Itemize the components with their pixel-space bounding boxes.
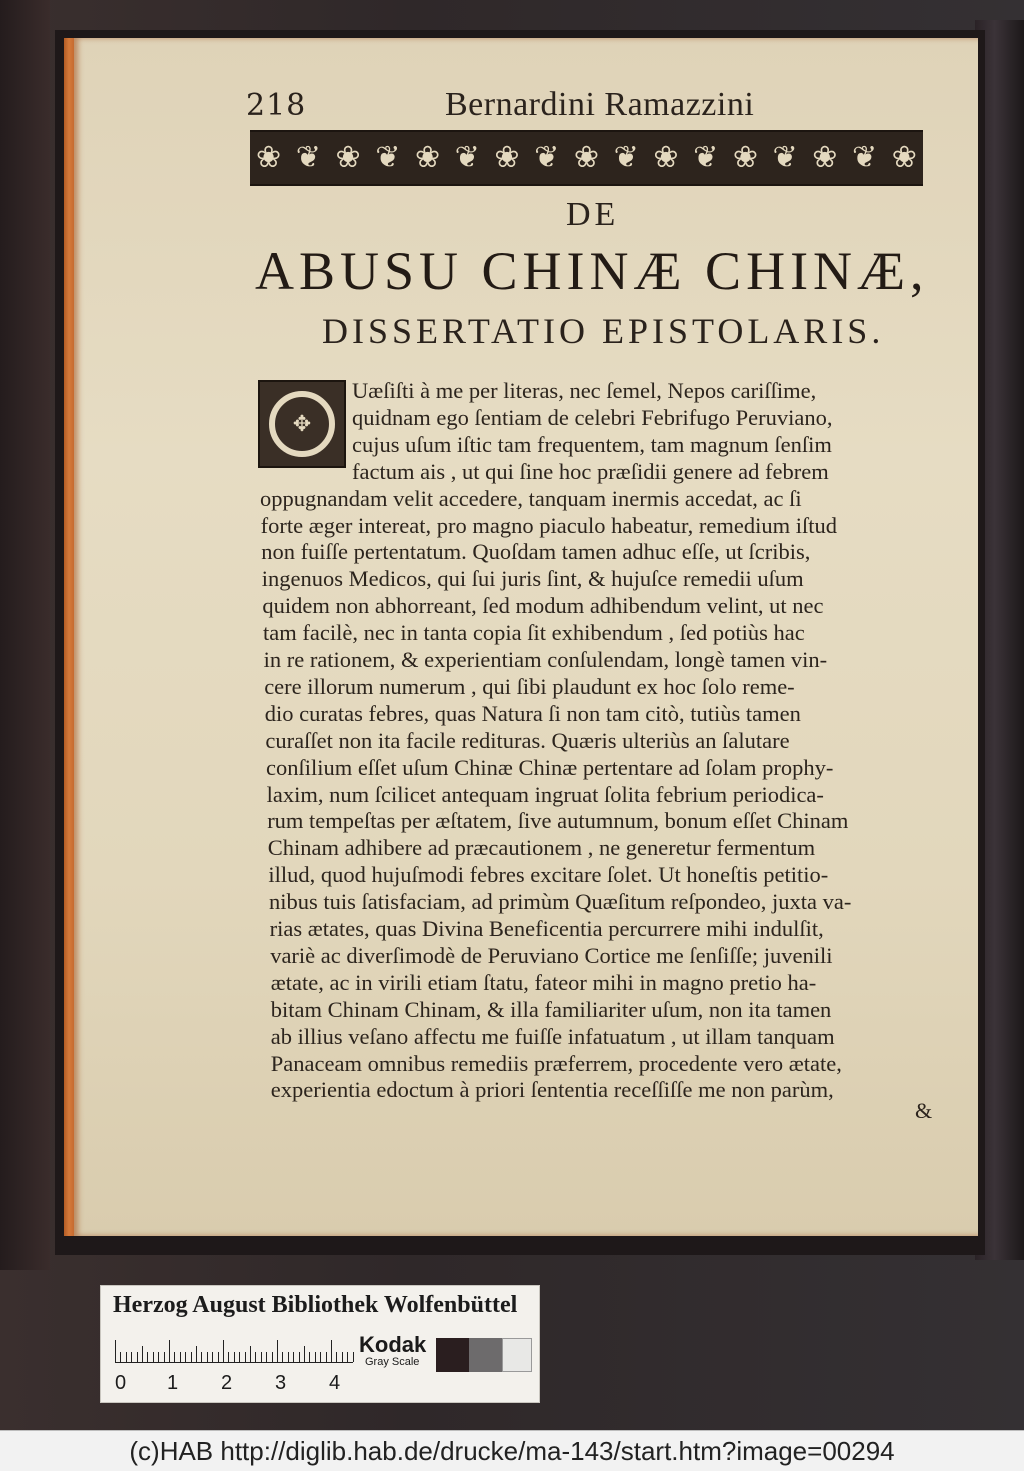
gray-swatch-mid bbox=[469, 1338, 502, 1372]
ruler-tick bbox=[315, 1352, 316, 1362]
floral-ornament-icon: ❀ bbox=[414, 140, 441, 175]
floral-ornament-icon: ❦ bbox=[295, 140, 321, 175]
ruler-tick bbox=[239, 1352, 240, 1362]
gray-swatch-light bbox=[502, 1338, 532, 1372]
floral-ornament-icon: ❦ bbox=[534, 140, 560, 175]
ruler-tick bbox=[320, 1352, 321, 1362]
ruler-tick bbox=[137, 1352, 138, 1362]
text-line: ætate, ac in virili etiam ſtatu, fateor mihi in magno pretio ha- bbox=[270, 969, 817, 995]
text-line: experientia edoctum à priori ſententia receſſiſſe me non parùm, bbox=[270, 1077, 834, 1103]
ruler-tick bbox=[126, 1352, 127, 1362]
ruler-tick bbox=[353, 1352, 354, 1362]
text-line: oppugnandam velit accedere, tanquam inermis accedat, ac ſi bbox=[260, 485, 802, 511]
text-line: Uæſiſti à me per literas, nec ſemel, Nepos cariſſime, bbox=[352, 378, 817, 403]
decorated-initial-ornament-icon: ✥ bbox=[269, 391, 335, 457]
ruler-tick bbox=[201, 1352, 202, 1362]
floral-ornament-icon: ❀ bbox=[891, 140, 917, 175]
text-line: rias ætates, quas Divina Beneficentia percurrere mihi indulſit, bbox=[269, 916, 824, 941]
floral-ornament-icon: ❦ bbox=[375, 140, 401, 175]
ruler-tick bbox=[142, 1346, 143, 1362]
ruler-tick bbox=[245, 1352, 246, 1362]
ruler-tick bbox=[261, 1352, 262, 1362]
ruler-tick bbox=[326, 1352, 327, 1362]
text-line: variè ac diverſimodè de Peruviano Cortice me ſenſiſſe; juvenili bbox=[270, 942, 833, 968]
text-line: ingenuos Medicos, qui ſui juris ſint, & hujuſce remedii uſum bbox=[261, 566, 804, 592]
floral-ornament-icon: ❀ bbox=[573, 140, 600, 175]
footer-bar bbox=[0, 1430, 1024, 1471]
library-color-label bbox=[100, 1285, 540, 1403]
ruler-tick bbox=[218, 1352, 219, 1362]
text-line: cujus uſum iſtic tam frequentem, tam magnum ſenſim bbox=[352, 431, 832, 457]
ruler-tick bbox=[288, 1352, 289, 1362]
ruler-tick bbox=[196, 1346, 197, 1362]
ruler-tick bbox=[342, 1352, 343, 1362]
text-line: curaſſet non ita facile redituras. Quæris ulteriùs an ſalutare bbox=[265, 727, 790, 753]
copyright-url[interactable]: (c)HAB http://diglib.hab.de/drucke/ma-143/start.htm?image=00294 bbox=[129, 1435, 895, 1466]
text-line: nibus tuis ſatisfaciam, ad primùm Quæſitum reſpondeo, juxta va- bbox=[269, 889, 852, 915]
ruler-tick bbox=[309, 1352, 310, 1362]
floral-ornament-icon: ❀ bbox=[732, 140, 758, 175]
ruler-number: 3 bbox=[275, 1372, 287, 1394]
floral-ornament-icon: ❀ bbox=[653, 140, 679, 175]
floral-ornament-icon: ❀ bbox=[335, 140, 361, 175]
running-head: Bernardini Ramazzini bbox=[445, 86, 755, 123]
ruler-tick bbox=[255, 1352, 256, 1362]
ruler-tick bbox=[266, 1352, 267, 1362]
text-line: ab illius veſano affectu me fuiſſe infatuatum , ut illam tanquam bbox=[270, 1023, 835, 1049]
title-de: DE bbox=[566, 196, 620, 233]
ruler-tick bbox=[293, 1352, 294, 1362]
library-name: Herzog August Bibliothek Wolfenbüttel bbox=[113, 1292, 518, 1318]
ruler-tick bbox=[120, 1352, 121, 1362]
ruler-tick bbox=[234, 1352, 235, 1362]
ruler-tick bbox=[180, 1352, 181, 1362]
text-line: bitam Chinam Chinam, & illa familiariter uſum, non ita tamen bbox=[270, 996, 832, 1022]
ruler-tick bbox=[191, 1352, 192, 1362]
ruler-tick bbox=[185, 1352, 186, 1362]
floral-ornament-icon: ❦ bbox=[693, 140, 719, 175]
text-line: Chinam adhibere ad præcautionem , ne generetur fermentum bbox=[267, 835, 816, 861]
ruler-tick bbox=[147, 1352, 148, 1362]
floral-ornament-icon: ❀ bbox=[812, 140, 838, 175]
floral-ornament-icon: ❦ bbox=[613, 140, 639, 175]
gray-scale-caption: Gray Scale bbox=[365, 1356, 420, 1368]
ruler-tick bbox=[331, 1340, 332, 1362]
title-subtitle: DISSERTATIO EPISTOLARIS. bbox=[322, 311, 885, 351]
catchword: & bbox=[915, 1098, 933, 1123]
ruler-tick bbox=[250, 1346, 251, 1362]
gray-swatch-dark bbox=[436, 1338, 469, 1372]
ruler-number: 4 bbox=[329, 1372, 341, 1394]
floral-ornament-icon: ❀ bbox=[256, 140, 282, 175]
ruler-tick bbox=[153, 1352, 154, 1362]
ruler-tick bbox=[169, 1340, 170, 1362]
ruler-number: 0 bbox=[115, 1372, 127, 1394]
text-line: tam facilè, nec in tanta copia ſit exhibendum , ſed potiùs hac bbox=[263, 620, 805, 646]
kodak-logo: Kodak bbox=[359, 1332, 427, 1357]
text-line: forte æger intereat, pro magno piaculo habeatur, remedium iſtud bbox=[260, 512, 837, 538]
ruler-tick bbox=[228, 1352, 229, 1362]
ruler-tick bbox=[164, 1352, 165, 1362]
text-line: quidem non abhorreant, ſed modum adhibendum velint, ut nec bbox=[262, 593, 824, 619]
floral-ornament-icon: ❀ bbox=[494, 140, 520, 175]
ruler-tick bbox=[223, 1340, 224, 1362]
ruler-tick bbox=[207, 1352, 208, 1362]
floral-ornament-icon: ❦ bbox=[852, 140, 878, 175]
ruler-tick bbox=[131, 1352, 132, 1362]
ruler-tick bbox=[272, 1352, 273, 1362]
floral-ornament-icon: ❦ bbox=[772, 140, 798, 175]
text-line: cere illorum numerum , qui ſibi plaudunt ex hoc ſolo reme- bbox=[264, 673, 795, 699]
text-line: dio curatas febres, quas Natura ſi non tam citò, tutiùs tamen bbox=[264, 700, 801, 726]
text-line: Panaceam omnibus remediis præferrem, procedente vero ætate, bbox=[270, 1050, 842, 1076]
ruler-tick bbox=[158, 1352, 159, 1362]
text-line: conſilium eſſet uſum Chinæ Chinæ pertentare ad ſolam prophy- bbox=[266, 754, 834, 780]
text-line: factum ais , ut qui ſine hoc præſidii genere ad febrem bbox=[352, 458, 829, 484]
text-line: laxim, num ſcilicet antequam ingruat ſolita febrium periodica- bbox=[266, 781, 824, 807]
ruler-tick bbox=[299, 1352, 300, 1362]
ruler-tick bbox=[174, 1352, 175, 1362]
text-line: illud, quod hujuſmodi febres excitare ſolet. Ut honeſtis petitio- bbox=[268, 862, 829, 888]
ruler-tick bbox=[282, 1352, 283, 1362]
ruler-tick bbox=[304, 1346, 305, 1362]
text-line: rum tempeſtas per æſtatem, ſive autumnum, bonum eſſet Chinam bbox=[267, 808, 849, 834]
floral-ornament-icon: ❦ bbox=[454, 140, 480, 175]
measurement-ruler bbox=[115, 1336, 353, 1363]
ruler-number: 2 bbox=[221, 1372, 233, 1394]
ruler-number: 1 bbox=[167, 1372, 179, 1394]
ruler-tick bbox=[115, 1340, 116, 1362]
title-main: ABUSU CHINÆ CHINÆ, bbox=[255, 241, 929, 301]
page-number: 218 bbox=[246, 88, 307, 123]
text-line: quidnam ego ſentiam de celebri Febrifugo Peruviano, bbox=[352, 404, 833, 430]
ruler-tick bbox=[212, 1352, 213, 1362]
text-line: non fuiſſe pertentatum. Quoſdam tamen adhuc eſſe, ut ſcribis, bbox=[261, 539, 811, 565]
ruler-tick bbox=[277, 1340, 278, 1362]
ruler-tick bbox=[347, 1352, 348, 1362]
text-line: in re rationem, & experientiam conſulendam, longè tamen vin- bbox=[263, 647, 828, 672]
ruler-tick bbox=[336, 1352, 337, 1362]
